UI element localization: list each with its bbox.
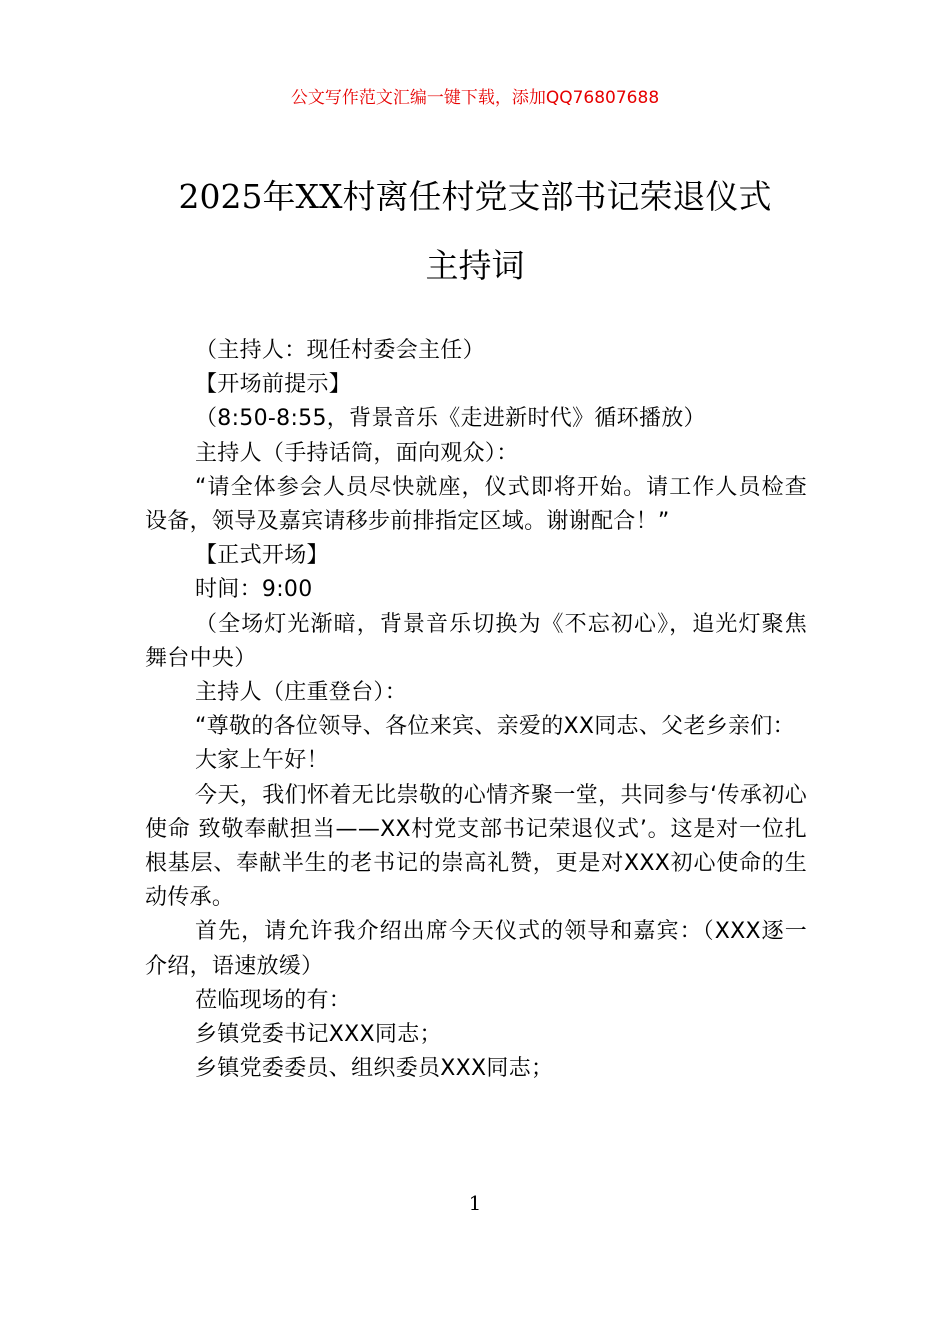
paragraph-guest-intro: 首先，请允许我介绍出席今天仪式的领导和嘉宾：（XXX逐一介绍，语速放缓） xyxy=(145,919,807,979)
paragraph-lighting-note: （全场灯光渐暗，背景音乐切换为《不忘初心》，追光灯聚焦舞台中央） xyxy=(145,611,807,671)
document-title-line-2: 主持词 xyxy=(425,246,525,285)
paragraph-attendees-heading: 莅临现场的有： xyxy=(195,987,352,1013)
page-number: 1 xyxy=(468,1191,482,1215)
paragraph-time: 时间：9:00 xyxy=(195,577,313,603)
document-body xyxy=(145,334,807,1086)
document-title-line-1: 2025年XX村离任村党支部书记荣退仪式 xyxy=(178,177,772,216)
paragraph-pre-opening-heading: 【开场前提示】 xyxy=(195,372,352,398)
paragraph-attendee-2: 乡镇党委委员、组织委员XXX同志； xyxy=(195,1056,554,1082)
paragraph-seating-request: “请全体参会人员尽快就座，仪式即将开始。请工作人员检查设备，领导及嘉宾请移步前排指定区域。谢谢配合！” xyxy=(145,474,807,535)
paragraph-greeting-address: “尊敬的各位领导、各位来宾、亲爱的XX同志、父老乡亲们： xyxy=(195,714,795,740)
paragraph-host-note: （主持人：现任村委会主任） xyxy=(195,338,485,363)
paragraph-host-action: 主持人（手持话筒，面向观众）： xyxy=(195,440,519,466)
download-banner: 公文写作范文汇编一键下载，添加QQ76807688 xyxy=(290,88,660,108)
paragraph-ceremony-intro: 今天，我们怀着无比崇敬的心情齐聚一堂，共同参与‘传承初心使命 致敬奉献担当——XX村党支部书记荣退仪式’。这是对一位扎根基层、奉献半生的老书记的崇高礼赞，更是对XXX初心使命的生动传承。 xyxy=(145,782,807,911)
paragraph-host-on-stage: 主持人（庄重登台）： xyxy=(195,680,408,706)
paragraph-opening-heading: 【正式开场】 xyxy=(195,543,329,569)
paragraph-good-morning: 大家上午好！ xyxy=(195,748,329,774)
paragraph-music-note: （8:50-8:55，背景音乐《走进新时代》循环播放） xyxy=(195,406,706,432)
paragraph-attendee-1: 乡镇党委书记XXX同志； xyxy=(195,1022,442,1048)
